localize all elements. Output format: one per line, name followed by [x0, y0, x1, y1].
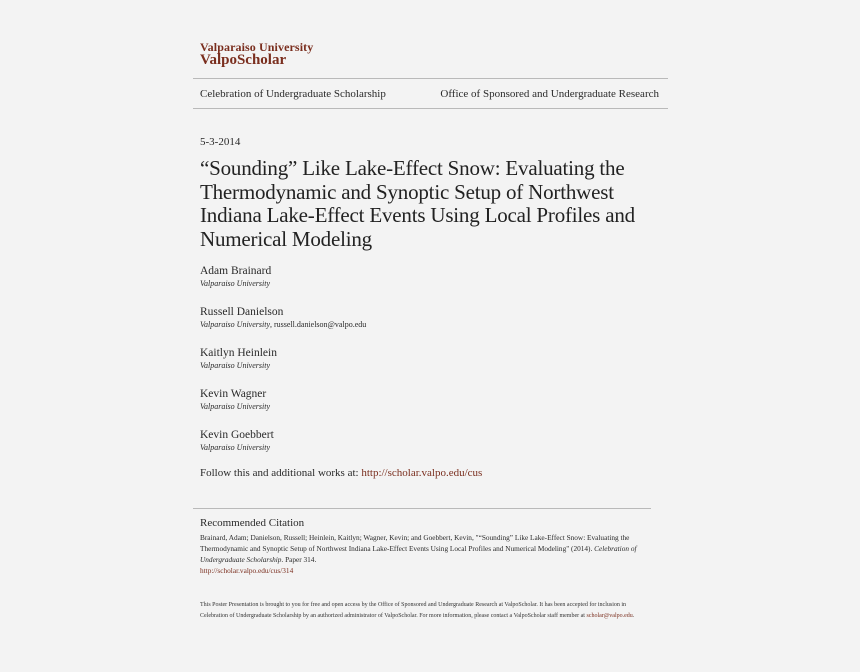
citation-divider [193, 508, 651, 509]
header-divider-top [193, 78, 668, 79]
header-divider-bottom [193, 108, 668, 109]
author-list [200, 265, 640, 470]
author-affiliation [200, 278, 640, 290]
author-affiliation [200, 442, 640, 454]
author-affiliation [200, 319, 640, 331]
follow-line [200, 467, 482, 479]
repository-name[interactable]: ValpoScholar [200, 52, 287, 68]
author-entry [200, 347, 640, 372]
contact-email-link[interactable]: scholar@valpo.edu [586, 613, 633, 619]
document-title: “Sounding” Like Lake-Effect Snow: Evaluating the Thermodynamic and Synoptic Setup of Northwest Indiana Lake-Effect Events Using Local Profiles and Numerical Modeling [200, 156, 635, 251]
author-affiliation [200, 360, 640, 372]
affiliation-text: Valparaiso University [200, 320, 270, 329]
citation-text: Brainard, Adam; Danielson, Russell; Heinlein, Kaitlyn; Wagner, Kevin; and Goebbert, Kevin, "“Sounding” Like Lake-Effect Snow: Evaluating the Thermodynamic and Synoptic Setup of Northwest Indiana Lake-Effect Events Using Local Profiles and Numerical Modeling" (2014). [200, 533, 630, 553]
department-link[interactable]: Office of Sponsored and Undergraduate Research [440, 88, 659, 100]
institution-name: Valparaiso University [200, 40, 314, 54]
citation-series: Celebration of Undergraduate Scholarship [200, 544, 637, 564]
author-entry [200, 429, 640, 454]
citation-paper: . Paper 314. [281, 555, 317, 564]
author-affiliation [200, 401, 640, 413]
author-name: Kaitlyn Heinlein [200, 347, 277, 359]
affiliation-text: Valparaiso University [200, 443, 270, 452]
citation-heading: Recommended Citation [200, 517, 305, 529]
access-notice [200, 600, 650, 622]
author-entry [200, 388, 640, 413]
publication-date: 5-3-2014 [200, 136, 241, 148]
collection-link[interactable]: Celebration of Undergraduate Scholarship [200, 88, 386, 100]
follow-link[interactable]: http://scholar.valpo.edu/cus [361, 467, 483, 479]
author-name: Kevin Wagner [200, 388, 267, 400]
affiliation-text: Valparaiso University [200, 279, 270, 288]
notice-end: . [632, 613, 635, 619]
author-name: Russell Danielson [200, 306, 284, 318]
citation-block [200, 532, 640, 576]
affiliation-text: Valparaiso University [200, 361, 270, 370]
author-name: Kevin Goebbert [200, 429, 274, 441]
author-entry [200, 306, 640, 331]
follow-text: Follow this and additional works at: [200, 467, 362, 479]
citation-link[interactable]: http://scholar.valpo.edu/cus/314 [200, 566, 294, 575]
notice-text: This Poster Presentation is brought to you for free and open access by the Office of Sponsored and Undergraduate Research at ValpoScholar. It has been accepted for inclusion in Celebration of Undergraduate Scholarship by an authorized administrator of ValpoScholar. For more information, please contact a ValpoScholar staff member at [200, 602, 627, 619]
author-entry [200, 265, 640, 290]
author-email[interactable]: , russell.danielson@valpo.edu [270, 320, 367, 329]
affiliation-text: Valparaiso University [200, 402, 270, 411]
author-name: Adam Brainard [200, 265, 272, 277]
